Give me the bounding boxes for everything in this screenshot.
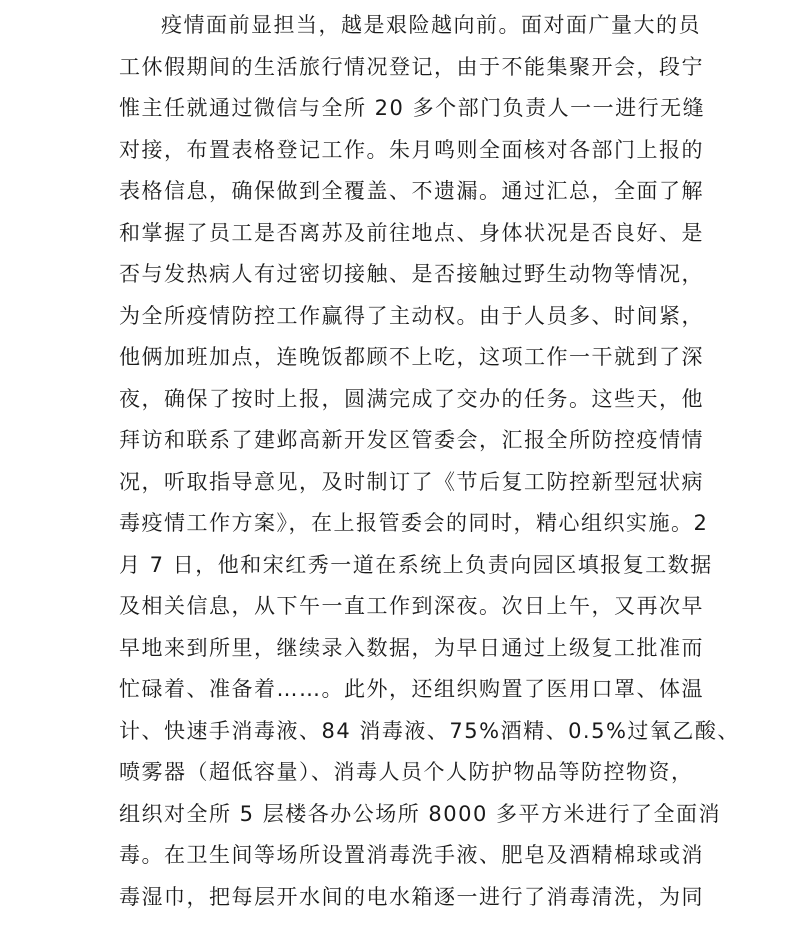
paragraph-line: 他俩加班加点，连晚饭都顾不上吃，这项工作一干就到了深 (119, 345, 704, 369)
paragraph-line: 及相关信息，从下午一直工作到深夜。次日上午，又再次早 (119, 594, 704, 618)
paragraph-line: 惟主任就通过微信与全所 20 多个部门负责人一一进行无缝 (119, 96, 706, 120)
paragraph-line: 否与发热病人有过密切接触、是否接触过野生动物等情况， (119, 262, 704, 286)
document-body (119, 5, 740, 918)
paragraph-line: 毒疫情工作方案》，在上报管委会的同时，精心组织实施。2 (119, 511, 709, 535)
paragraph-line: 忙碌着、准备着……。此外，还组织购置了医用口罩、体温 (119, 677, 704, 701)
paragraph-line: 早地来到所里，继续录入数据，为早日通过上级复工批准而 (119, 635, 704, 660)
paragraph-line: 计、快速手消毒液、84 消毒液、75%酒精、0.5%过氧乙酸、 (119, 718, 740, 743)
paragraph-line: 月 7 日，他和宋红秀一道在系统上负责向园区填报复工数据 (119, 552, 713, 577)
paragraph-line: 毒。在卫生间等场所设置消毒洗手液、肥皂及酒精棉球或消 (119, 843, 704, 867)
paragraph-line: 疫情面前显担当，越是艰险越向前。面对面广量大的员 (161, 13, 701, 37)
paragraph-line: 和掌握了员工是否离苏及前往地点、身体状况是否良好、是 (119, 220, 704, 245)
paragraph-line: 为全所疫情防控工作赢得了主动权。由于人员多、时间紧， (119, 303, 704, 328)
paragraph-line: 喷雾器（超低容量）、消毒人员个人防护物品等防控物资， (119, 760, 694, 784)
paragraph-line: 拜访和联系了建邺高新开发区管委会，汇报全所防控疫情情 (119, 428, 704, 452)
paragraph-line: 工休假期间的生活旅行情况登记，由于不能集聚开会，段宁 (119, 54, 704, 79)
paragraph-line: 表格信息，确保做到全覆盖、不遗漏。通过汇总，全面了解 (119, 179, 704, 203)
paragraph-line: 况，听取指导意见，及时制订了《节后复工防控新型冠状病 (119, 469, 704, 494)
paragraph-line: 夜，确保了按时上报，圆满完成了交办的任务。这些天，他 (119, 386, 704, 411)
paragraph-line: 毒湿巾，把每层开水间的电水箱逐一进行了消毒清洗，为同 (119, 884, 704, 909)
paragraph-line: 对接，布置表格登记工作。朱月鸣则全面核对各部门上报的 (119, 137, 704, 162)
paragraph-line: 组织对全所 5 层楼各办公场所 8000 多平方米进行了全面消 (119, 801, 722, 826)
